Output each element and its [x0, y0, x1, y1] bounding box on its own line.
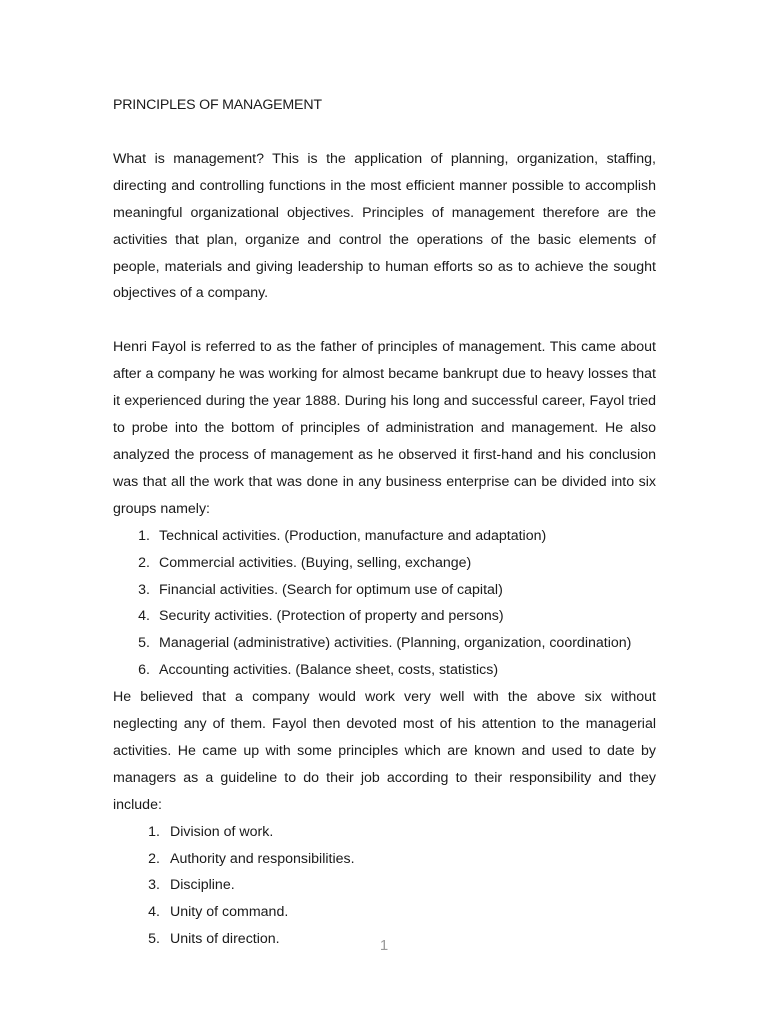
list-item-text: Authority and responsibilities. [170, 850, 355, 867]
list-item-text: Discipline. [170, 877, 235, 894]
list-item [113, 819, 656, 846]
list-item [113, 899, 656, 926]
list-item [113, 577, 656, 604]
list-number: 5. [148, 931, 160, 948]
principles-list [113, 819, 656, 954]
page-content [113, 92, 656, 953]
list-number: 4. [138, 608, 150, 625]
list-item [113, 603, 656, 630]
list-number: 2. [148, 850, 160, 867]
paragraph-principles-intro: He believed that a company would work very well with the above six without neglecting any of them. Fayol then devoted most of his attention to the managerial activities. He came up with some principles which are known and used to date by managers as a guideline to do their job according to their responsibility and they include: [113, 689, 656, 813]
list-item [113, 846, 656, 873]
list-number: 4. [148, 904, 160, 921]
list-number: 3. [138, 581, 150, 598]
page-number: 1 [379, 937, 389, 954]
list-item-text: Financial activities. (Search for optimum use of capital) [159, 581, 503, 598]
document-title: PRINCIPLES OF MANAGEMENT [113, 97, 322, 113]
list-item [113, 657, 656, 684]
list-item [113, 630, 656, 657]
list-number: 1. [138, 527, 150, 544]
list-item [113, 550, 656, 577]
paragraph-fayol: Henri Fayol is referred to as the father of principles of management. This came about after a company he was working for almost became bankrupt due to heavy losses that it experienced during the year 1888. During his long and successful career, Fayol tried to probe into the bottom of principles of administration and management. He also analyzed the process of management as he observed it first-hand and his conclusion was that all the work that was done in any business enterprise can be divided into six groups namely: [113, 339, 656, 517]
list-item-text: Unity of command. [170, 904, 289, 921]
list-number: 1. [148, 823, 160, 840]
paragraph-definition: What is management? This is the application of planning, organization, staffing, directing and controlling functions in the most efficient manner possible to accomplish meaningful organizational objectives. Principles of management therefore are the activities that plan, organize and control the operations of the basic elements of people, materials and giving leadership to human efforts so as to achieve the sought objectives of a company. [113, 150, 656, 302]
list-item-text: Managerial (administrative) activities. (Planning, organization, coordination) [159, 635, 632, 652]
activities-list [113, 523, 656, 684]
list-item [113, 872, 656, 899]
list-item-text: Commercial activities. (Buying, selling, exchange) [159, 554, 472, 571]
list-item-text: Security activities. (Protection of property and persons) [159, 608, 504, 625]
list-number: 6. [138, 662, 150, 679]
list-item [113, 523, 656, 550]
list-item-text: Units of direction. [170, 931, 280, 948]
list-number: 5. [138, 635, 150, 652]
list-item-text: Technical activities. (Production, manufacture and adaptation) [159, 527, 547, 544]
list-item-text: Accounting activities. (Balance sheet, costs, statistics) [159, 662, 499, 679]
list-number: 2. [138, 554, 150, 571]
list-number: 3. [148, 877, 160, 894]
list-item-text: Division of work. [170, 823, 274, 840]
